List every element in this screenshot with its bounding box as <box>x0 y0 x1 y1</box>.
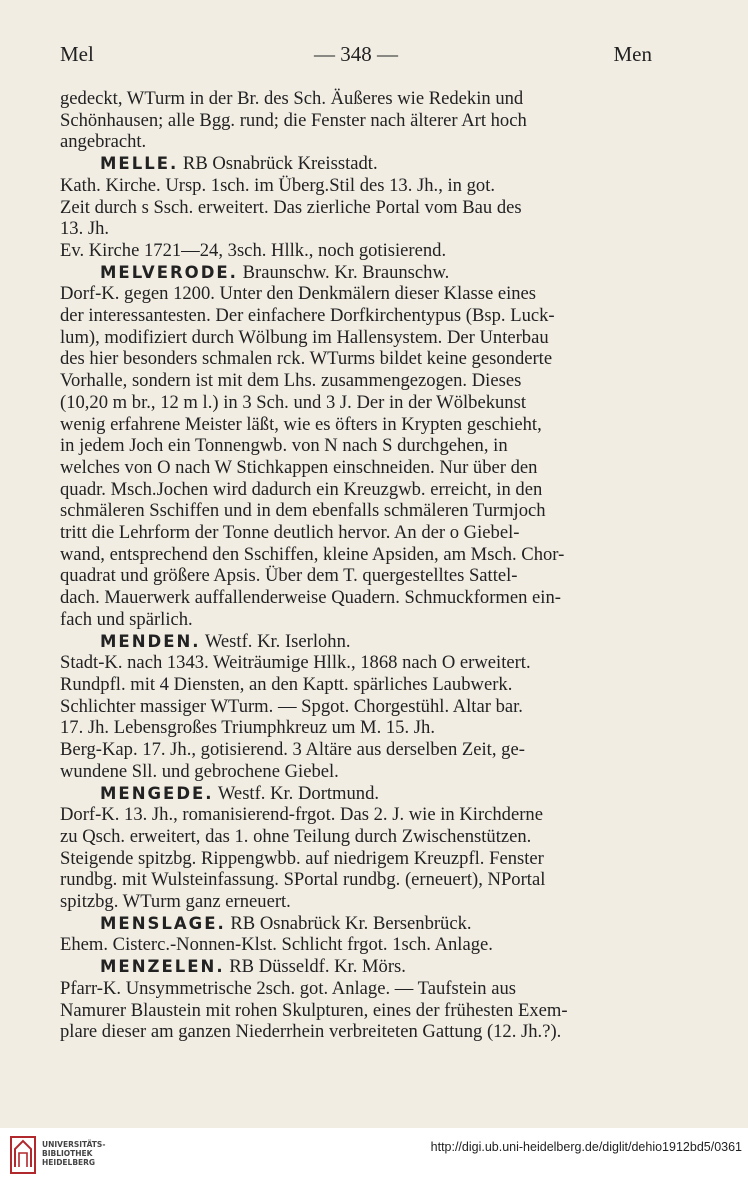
text-line: wenig erfahrene Meister läßt, wie es öfters in Krypten geschieht, <box>60 413 542 435</box>
library-name: UNIVERSITÄTS- BIBLIOTHEK HEIDELBERG <box>42 1140 106 1167</box>
text-line: in jedem Joch ein Tonnengwb. von N nach S durchgehen, in <box>60 435 508 457</box>
text-line: Schönhausen; alle Bgg. rund; die Fenster nach älterer Art hoch <box>60 109 527 131</box>
place-heading-menzelen: MENZELEN. RB Düsseldf. Kr. Mörs. <box>100 956 406 978</box>
text-line: Dorf-K. 13. Jh., romanisierend-frgot. Das 2. J. wie in Kirchderne <box>60 804 543 826</box>
text-line: des hier besonders schmalen rck. WTurms bildet keine gesonderte <box>60 348 553 370</box>
text-line: schmäleren Sschiffen und in dem ebenfalls schmäleren Turmjoch <box>60 500 546 522</box>
text-line: Steigende spitzbg. Rippengwbb. auf niedrigem Kreuzpfl. Fenster <box>60 847 544 869</box>
text-line: lum), modifiziert durch Wölbung im Hallensystem. Der Unterbau <box>60 326 549 348</box>
text-line: der interessantesten. Der einfachere Dorfkirchentypus (Bsp. Luck- <box>60 305 555 327</box>
text-line: dach. Mauerwerk auffallenderweise Quadern. Schmuckformen ein- <box>60 587 561 609</box>
place-heading-melverode: MELVERODE. Braunschw. Kr. Braunschw. <box>100 261 450 283</box>
viewer-footer <box>0 1128 748 1181</box>
university-library-logo-icon <box>10 1135 36 1175</box>
text-line: Berg-Kap. 17. Jh., gotisierend. 3 Altäre aus derselben Zeit, ge- <box>60 739 525 761</box>
source-url-link[interactable]: http://digi.ub.uni-heidelberg.de/diglit/dehio1912bd5/0361 <box>430 1140 742 1154</box>
page-body <box>60 88 652 1043</box>
text-line: quadr. Msch.Jochen wird dadurch ein Kreuzgwb. erreicht, in den <box>60 478 543 500</box>
text-line: Zeit durch s Ssch. erweitert. Das zierliche Portal vom Bau des <box>60 196 522 218</box>
text-line: Vorhalle, sondern ist mit dem Lhs. zusammengezogen. Dieses <box>60 370 522 392</box>
header-right: Men <box>613 42 652 66</box>
place-heading-menslage: MENSLAGE. RB Osnabrück Kr. Bersenbrück. <box>100 912 472 934</box>
header-left: Mel <box>60 42 94 66</box>
text-line: (10,20 m br., 12 m l.) in 3 Sch. und 3 J. Der in der Wölbekunst <box>60 391 527 413</box>
text-line-last: 13. Jh. <box>60 218 110 240</box>
text-line: quadrat und größere Apsis. Über dem T. quergestelltes Sattel- <box>60 565 518 587</box>
text-line-last: Ev. Kirche 1721—24, 3sch. Hllk., noch gotisierend. <box>60 239 447 261</box>
text-line: tritt die Lehrform der Tonne deutlich hervor. An der o Giebel- <box>60 522 520 544</box>
text-line-last: 17. Jh. Lebensgroßes Triumphkreuz um M. 15. Jh. <box>60 717 435 739</box>
text-line-last: angebracht. <box>60 131 147 153</box>
place-heading-menden: MENDEN. Westf. Kr. Iserlohn. <box>100 630 351 652</box>
text-line: Schlichter massiger WTurm. — Spgot. Chorgestühl. Altar bar. <box>60 695 523 717</box>
text-line-last: spitzbg. WTurm ganz erneuert. <box>60 891 291 913</box>
text-line: Namurer Blaustein mit rohen Skulpturen, eines der frühesten Exem- <box>60 999 568 1021</box>
text-line: Stadt-K. nach 1343. Weiträumige Hllk., 1868 nach O erweitert. <box>60 652 531 674</box>
place-heading-mengede: MENGEDE. Westf. Kr. Dortmund. <box>100 782 380 804</box>
text-line: Dorf-K. gegen 1200. Unter den Denkmälern dieser Klasse eines <box>60 283 537 305</box>
page-number: — 348 — <box>314 42 398 66</box>
text-line-last: fach und spärlich. <box>60 608 193 630</box>
text-line: gedeckt, WTurm in der Br. des Sch. Äußeres wie Redekin und <box>60 88 524 109</box>
text-line: rundbg. mit Wulsteinfassung. SPortal rundbg. (erneuert), NPortal <box>60 869 546 891</box>
text-line: wand, entsprechend den Sschiffen, kleine Apsiden, am Msch. Chor- <box>60 543 565 565</box>
text-line: Kath. Kirche. Ursp. 1sch. im Überg.Stil des 13. Jh., in got. <box>60 174 496 196</box>
text-line: Pfarr-K. Unsymmetrische 2sch. got. Anlage. — Taufstein aus <box>60 977 517 999</box>
text-line: Rundpfl. mit 4 Diensten, an den Kaptt. spärliches Laubwerk. <box>60 673 513 695</box>
text-line: zu Qsch. erweitert, das 1. ohne Teilung durch Zwischenstützen. <box>60 825 532 847</box>
text-line-last: plare dieser am ganzen Niederrhein verbreiteten Gattung (12. Jh.?). <box>60 1021 562 1043</box>
text-line: welches von O nach W Stichkappen einschneiden. Nur über den <box>60 456 538 478</box>
text-line-last: wundene Sll. und gebrochene Giebel. <box>60 760 339 782</box>
running-header <box>60 42 652 72</box>
place-heading-melle: MELLE. RB Osnabrück Kreisstadt. <box>100 153 378 175</box>
text-line-last: Ehem. Cisterc.-Nonnen-Klst. Schlicht frgot. 1sch. Anlage. <box>60 934 493 956</box>
